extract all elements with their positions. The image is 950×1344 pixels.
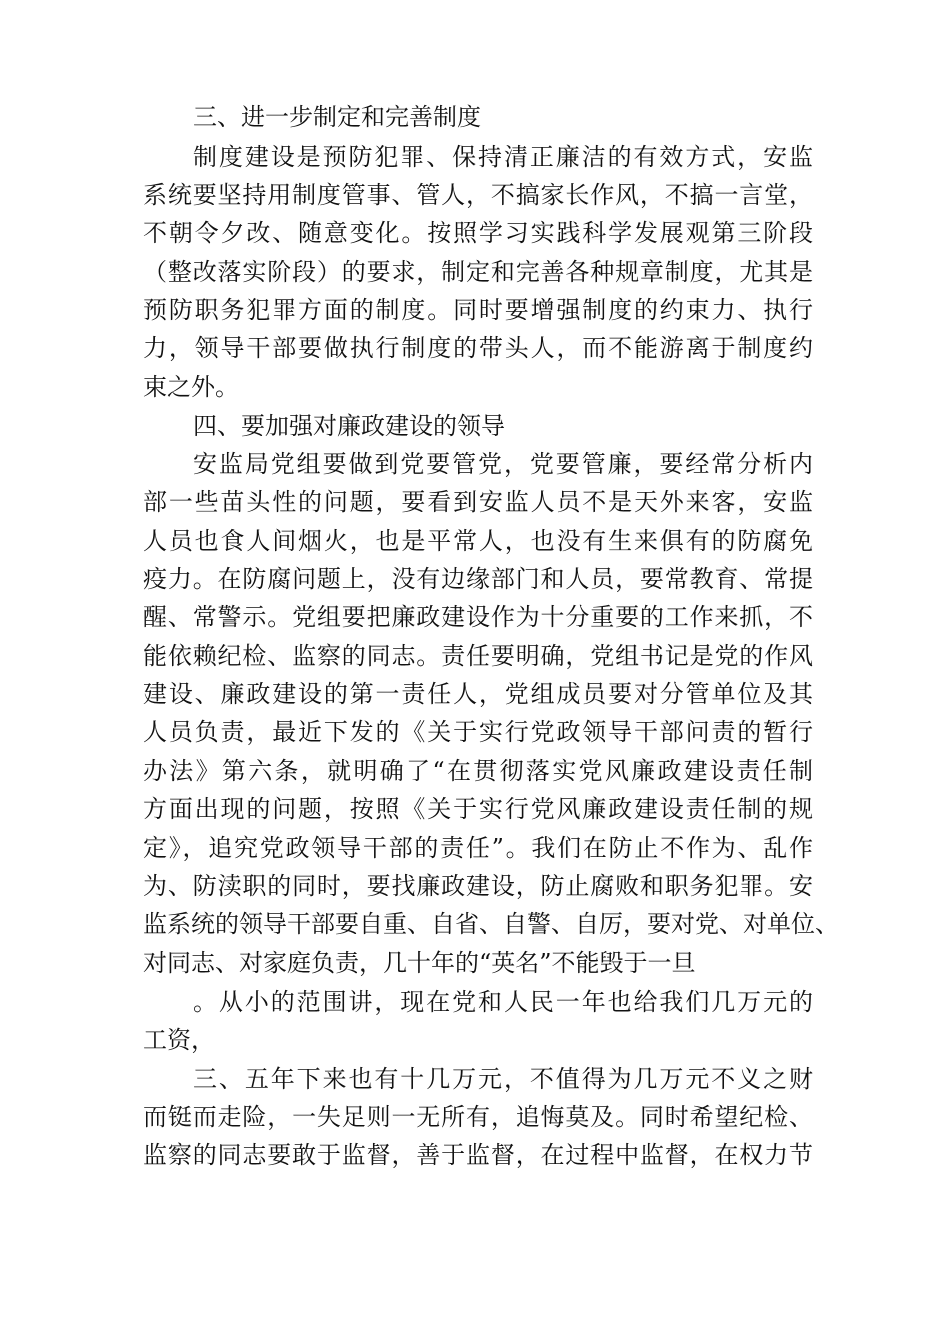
text-line: 能依赖纪检、监察的同志。责任要明确，党组书记是党的作风 [143, 642, 813, 670]
text-line: 建设、廉政建设的第一责任人，党组成员要对分管单位及其 [143, 680, 813, 708]
text-line: 人员也食人间烟火，也是平常人，也没有生来俱有的防腐免 [143, 527, 813, 555]
text-line: 疫力。在防腐问题上，没有边缘部门和人员，要常教育、常提 [143, 565, 813, 593]
text-line: 醒、常警示。党组要把廉政建设作为十分重要的工作来抓，不 [143, 603, 813, 631]
text-line: （整改落实阶段）的要求，制定和完善各种规章制度，尤其是 [143, 258, 813, 286]
text-line: 力，领导干部要做执行制度的带头人，而不能游离于制度约 [143, 334, 813, 362]
text-line: 制度建设是预防犯罪、保持清正廉洁的有效方式，安监 [193, 143, 813, 171]
text-line: 部一些苗头性的问题，要看到安监人员不是天外来客，安监 [143, 488, 813, 516]
text-line: 安监局党组要做到党要管党，党要管廉，要经常分析内 [193, 450, 813, 478]
text-line: 三、五年下来也有十几万元，不值得为几万元不义之财 [193, 1065, 813, 1093]
text-line: 四、要加强对廉政建设的领导 [193, 412, 505, 440]
text-line: 对同志、对家庭负责，几十年的“英名”不能毁于一旦 [143, 949, 696, 977]
text-line: 工资， [143, 1026, 215, 1054]
text-line: 系统要坚持用制度管事、管人，不搞家长作风，不搞一言堂， [143, 181, 813, 209]
text-line: 办法》第六条，就明确了“在贯彻落实党风廉政建设责任制 [143, 757, 813, 785]
text-line: 不朝令夕改、随意变化。按照学习实践科学发展观第三阶段 [143, 219, 813, 247]
text-line: 预防职务犯罪方面的制度。同时要增强制度的约束力、执行 [143, 296, 813, 324]
text-line: 定》，追究党政领导干部的责任”。我们在防止不作为、乱作 [143, 834, 813, 862]
text-line: 人员负责，最近下发的《关于实行党政领导干部问责的暂行 [143, 718, 813, 746]
text-line: 而铤而走险，一失足则一无所有，追悔莫及。同时希望纪检、 [143, 1103, 813, 1131]
text-line: 为、防渎职的同时，要找廉政建设，防止腐败和职务犯罪。安 [143, 872, 813, 900]
text-line: 。从小的范围讲，现在党和人民一年也给我们几万元的 [193, 988, 813, 1016]
text-line: 方面出现的问题，按照《关于实行党风廉政建设责任制的规 [143, 795, 813, 823]
text-line: 三、进一步制定和完善制度 [193, 103, 481, 131]
text-line: 监系统的领导干部要自重、自省、自警、自厉，要对党、对单位、 [143, 910, 839, 938]
text-line: 监察的同志要敢于监督，善于监督，在过程中监督，在权力节 [143, 1141, 813, 1169]
text-line: 束之外。 [143, 373, 239, 401]
